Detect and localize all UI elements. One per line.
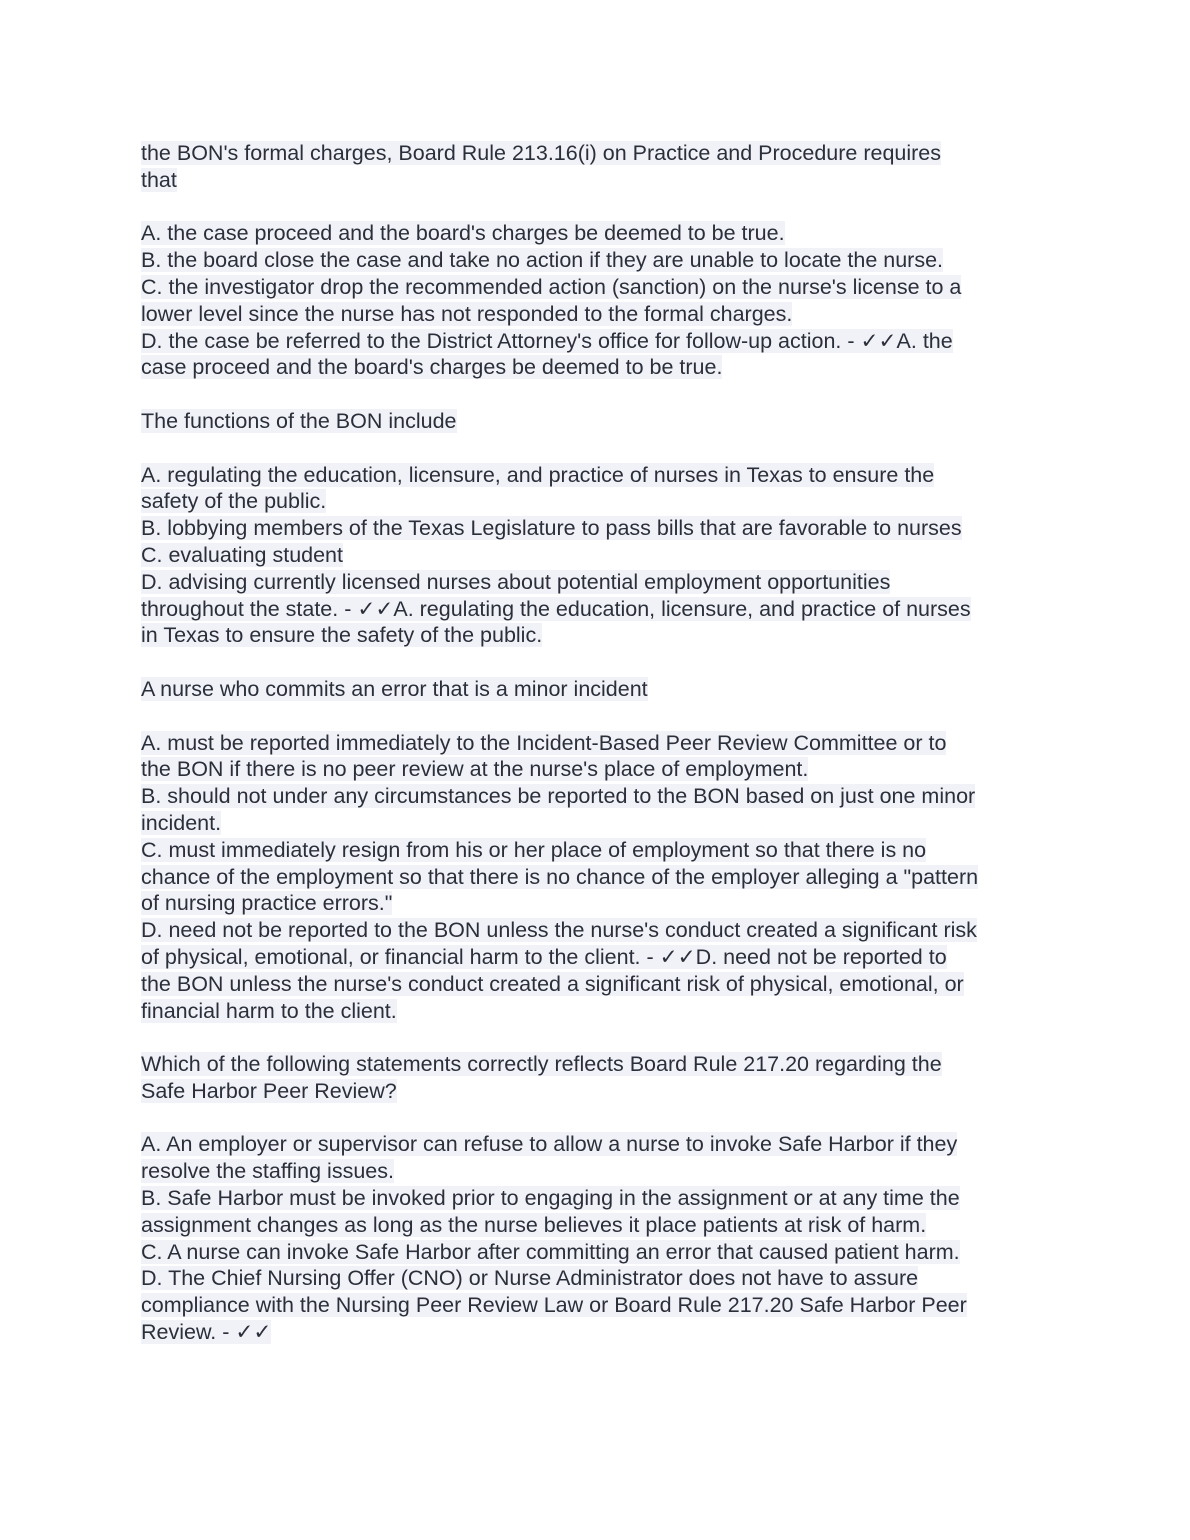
question-line	[141, 408, 1061, 435]
text-run: safety of the public.	[141, 489, 327, 514]
text-run: the BON if there is no peer review at the nurse's place of employment.	[141, 757, 809, 782]
text-run: C. A nurse can invoke Safe Harbor after committing an error that caused patient harm.	[141, 1239, 960, 1264]
text-run: throughout the state. - ✓✓A. regulating the education, licensure, and practice of nurses	[141, 596, 971, 621]
text-run: D. The Chief Nursing Offer (CNO) or Nurse Administrator does not have to assure	[141, 1266, 919, 1291]
option-line	[141, 462, 1061, 489]
option-line	[141, 1131, 1061, 1158]
text-run: A. the case proceed and the board's charges be deemed to be true.	[141, 221, 785, 246]
text-run: that	[141, 167, 177, 192]
option-line	[141, 944, 1061, 971]
option-line	[141, 1319, 1061, 1346]
option-line	[141, 864, 1061, 891]
text-run: the BON's formal charges, Board Rule 213.16(i) on Practice and Procedure requires	[141, 141, 942, 165]
option-line	[141, 1239, 1061, 1266]
text-run: D. advising currently licensed nurses about potential employment opportunities	[141, 569, 891, 594]
answer-options	[141, 462, 1061, 650]
text-run: case proceed and the board's charges be deemed to be true.	[141, 355, 723, 380]
text-run: Safe Harbor Peer Review?	[141, 1078, 397, 1103]
text-run: incident.	[141, 810, 222, 835]
question-text	[141, 676, 1061, 703]
text-run: assignment changes as long as the nurse believes it place patients at risk of harm.	[141, 1212, 927, 1237]
question-line	[141, 1051, 1061, 1078]
question-line	[141, 140, 1061, 167]
text-run: A nurse who commits an error that is a minor incident	[141, 676, 648, 701]
option-line	[141, 488, 1061, 515]
option-line	[141, 274, 1061, 301]
text-run: C. must immediately resign from his or her place of employment so that there is no	[141, 837, 927, 862]
option-line	[141, 1185, 1061, 1212]
option-line	[141, 1158, 1061, 1185]
option-line	[141, 1292, 1061, 1319]
paragraph-gap	[141, 1024, 1061, 1051]
paragraph-gap	[141, 194, 1061, 221]
paragraph-gap	[141, 435, 1061, 462]
option-line	[141, 1212, 1061, 1239]
answer-options	[141, 1131, 1061, 1345]
text-run: compliance with the Nursing Peer Review Law or Board Rule 217.20 Safe Harbor Peer	[141, 1293, 967, 1318]
option-line	[141, 301, 1061, 328]
question-line	[141, 1078, 1061, 1105]
text-run: A. must be reported immediately to the Incident-Based Peer Review Committee or to	[141, 730, 947, 755]
document-page	[141, 140, 1061, 1346]
text-run: C. the investigator drop the recommended action (sanction) on the nurse's license to a	[141, 274, 962, 299]
option-line	[141, 515, 1061, 542]
text-run: A. An employer or supervisor can refuse to allow a nurse to invoke Safe Harbor if they	[141, 1132, 958, 1157]
paragraph-gap	[141, 703, 1061, 730]
text-run: lower level since the nurse has not responded to the formal charges.	[141, 301, 793, 326]
option-line	[141, 596, 1061, 623]
paragraph-gap	[141, 381, 1061, 408]
option-line	[141, 998, 1061, 1025]
question-text	[141, 140, 1061, 194]
option-line	[141, 837, 1061, 864]
option-line	[141, 917, 1061, 944]
question-line	[141, 676, 1061, 703]
option-line	[141, 247, 1061, 274]
option-line	[141, 971, 1061, 998]
option-line	[141, 354, 1061, 381]
paragraph-gap	[141, 1105, 1061, 1132]
text-run: of physical, emotional, or financial harm to the client. - ✓✓D. need not be reported to	[141, 944, 947, 969]
text-run: B. lobbying members of the Texas Legislature to pass bills that are favorable to nurses	[141, 516, 962, 541]
text-run: of nursing practice errors."	[141, 891, 393, 916]
option-line	[141, 810, 1061, 837]
question-text	[141, 408, 1061, 435]
text-run: in Texas to ensure the safety of the public.	[141, 623, 543, 648]
option-line	[141, 890, 1061, 917]
answer-options	[141, 220, 1061, 381]
option-line	[141, 220, 1061, 247]
option-line	[141, 328, 1061, 355]
text-run: chance of the employment so that there is no chance of the employer alleging a "pattern	[141, 864, 979, 889]
text-run: the BON unless the nurse's conduct created a significant risk of physical, emotional, or	[141, 971, 964, 996]
option-line	[141, 622, 1061, 649]
text-run: B. should not under any circumstances be reported to the BON based on just one minor	[141, 784, 976, 809]
text-run: B. Safe Harbor must be invoked prior to engaging in the assignment or at any time the	[141, 1186, 960, 1211]
answer-options	[141, 730, 1061, 1025]
paragraph-gap	[141, 649, 1061, 676]
option-line	[141, 756, 1061, 783]
text-run: A. regulating the education, licensure, and practice of nurses in Texas to ensure the	[141, 462, 935, 487]
text-run: Which of the following statements correctly reflects Board Rule 217.20 regarding the	[141, 1052, 942, 1077]
text-run: resolve the staffing issues.	[141, 1159, 394, 1184]
text-run: Review. - ✓✓	[141, 1320, 272, 1345]
text-run: D. the case be referred to the District Attorney's office for follow-up action. - ✓✓A. the	[141, 328, 953, 353]
option-line	[141, 1265, 1061, 1292]
text-run: financial harm to the client.	[141, 998, 397, 1023]
text-run: The functions of the BON include	[141, 408, 457, 433]
option-line	[141, 783, 1061, 810]
question-text	[141, 1051, 1061, 1105]
option-line	[141, 569, 1061, 596]
text-run: D. need not be reported to the BON unless the nurse's conduct created a significant risk	[141, 918, 977, 943]
text-run: B. the board close the case and take no action if they are unable to locate the nurse.	[141, 248, 943, 273]
option-line	[141, 730, 1061, 757]
text-run: C. evaluating student	[141, 542, 343, 567]
question-line	[141, 167, 1061, 194]
option-line	[141, 542, 1061, 569]
